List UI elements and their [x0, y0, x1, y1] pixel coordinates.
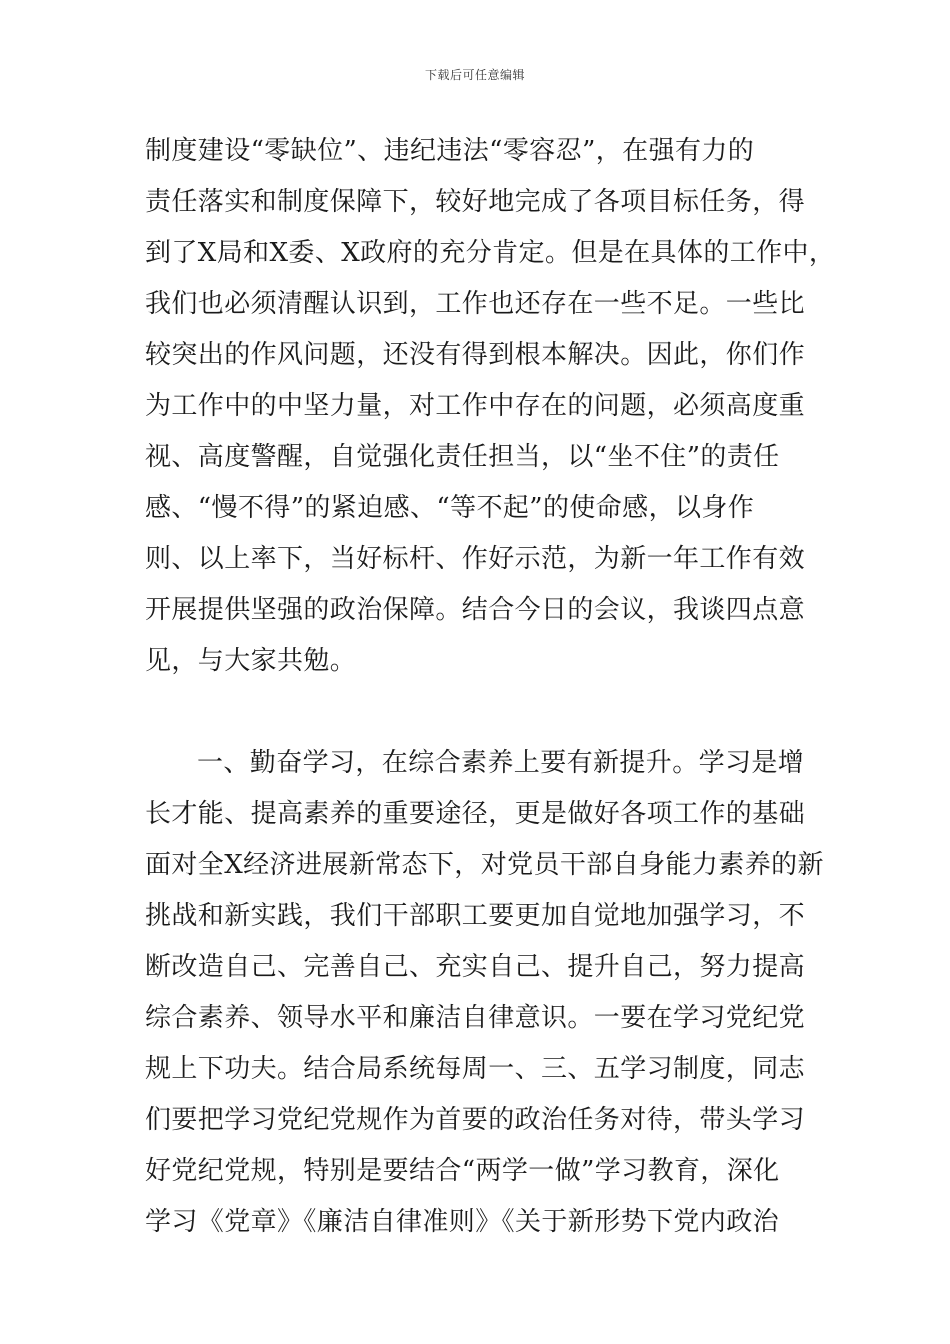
text-line: 为工作中的中坚力量，对工作中存在的问题，必须高度重 [145, 391, 806, 421]
body-text [145, 126, 836, 1248]
text-line: 们要把学习党纪党规作为首要的政治任务对待，带头学习 [145, 1105, 806, 1135]
text-line: 责任落实和制度保障下，较好地完成了各项目标任务，得 [145, 187, 806, 217]
text-line: 较突出的作风问题，还没有得到根本解决。因此，你们作 [145, 340, 806, 370]
text-line: 规上下功夫。结合局系统每周一、三、五学习制度，同志 [145, 1054, 806, 1084]
text-line: 好党纪党规，特别是要结合“两学一做”学习教育，深化 [145, 1156, 780, 1186]
text-line: 感、“慢不得”的紧迫感、“等不起”的使命感，以身作 [145, 493, 755, 523]
text-line: 见，与大家共勉。 [145, 646, 357, 676]
text-line: 视、高度警醒，自觉强化责任担当，以“坐不住”的责任 [145, 442, 780, 472]
text-line: 学习《党章》《廉洁自律准则》《关于新形势下党内政治 [145, 1207, 780, 1237]
text-line: 开展提供坚强的政治保障。结合今日的会议，我谈四点意 [145, 595, 806, 625]
text-line: 一、勤奋学习，在综合素养上要有新提升。学习是增 [197, 748, 805, 778]
text-line: 我们也必须清醒认识到，工作也还存在一些不足。一些比 [145, 289, 806, 319]
text-line: 制度建设“零缺位”、违纪违法“零容忍”，在强有力的 [145, 136, 755, 166]
paragraph-spacer [145, 687, 825, 738]
paragraph-1 [145, 126, 836, 687]
text-line: 面对全X经济进展新常态下，对党员干部自身能力素养的新 [145, 850, 824, 880]
text-line: 综合素养、领导水平和廉洁自律意识。一要在学习党纪党 [145, 1003, 806, 1033]
text-line: 挑战和新实践，我们干部职工要更加自觉地加强学习，不 [145, 901, 806, 931]
header-note: 下载后可任意编辑 [424, 68, 525, 82]
text-line: 到了X局和X委、X政府的充分肯定。但是在具体的工作中， [145, 238, 836, 268]
text-line: 长才能、提高素养的重要途径，更是做好各项工作的基础 [145, 799, 806, 829]
text-line: 断改造自己、完善自己、充实自己、提升自己，努力提高 [145, 952, 806, 982]
text-line: 则、以上率下，当好标杆、作好示范，为新一年工作有效 [145, 544, 806, 574]
paragraph-2 [145, 738, 825, 1248]
